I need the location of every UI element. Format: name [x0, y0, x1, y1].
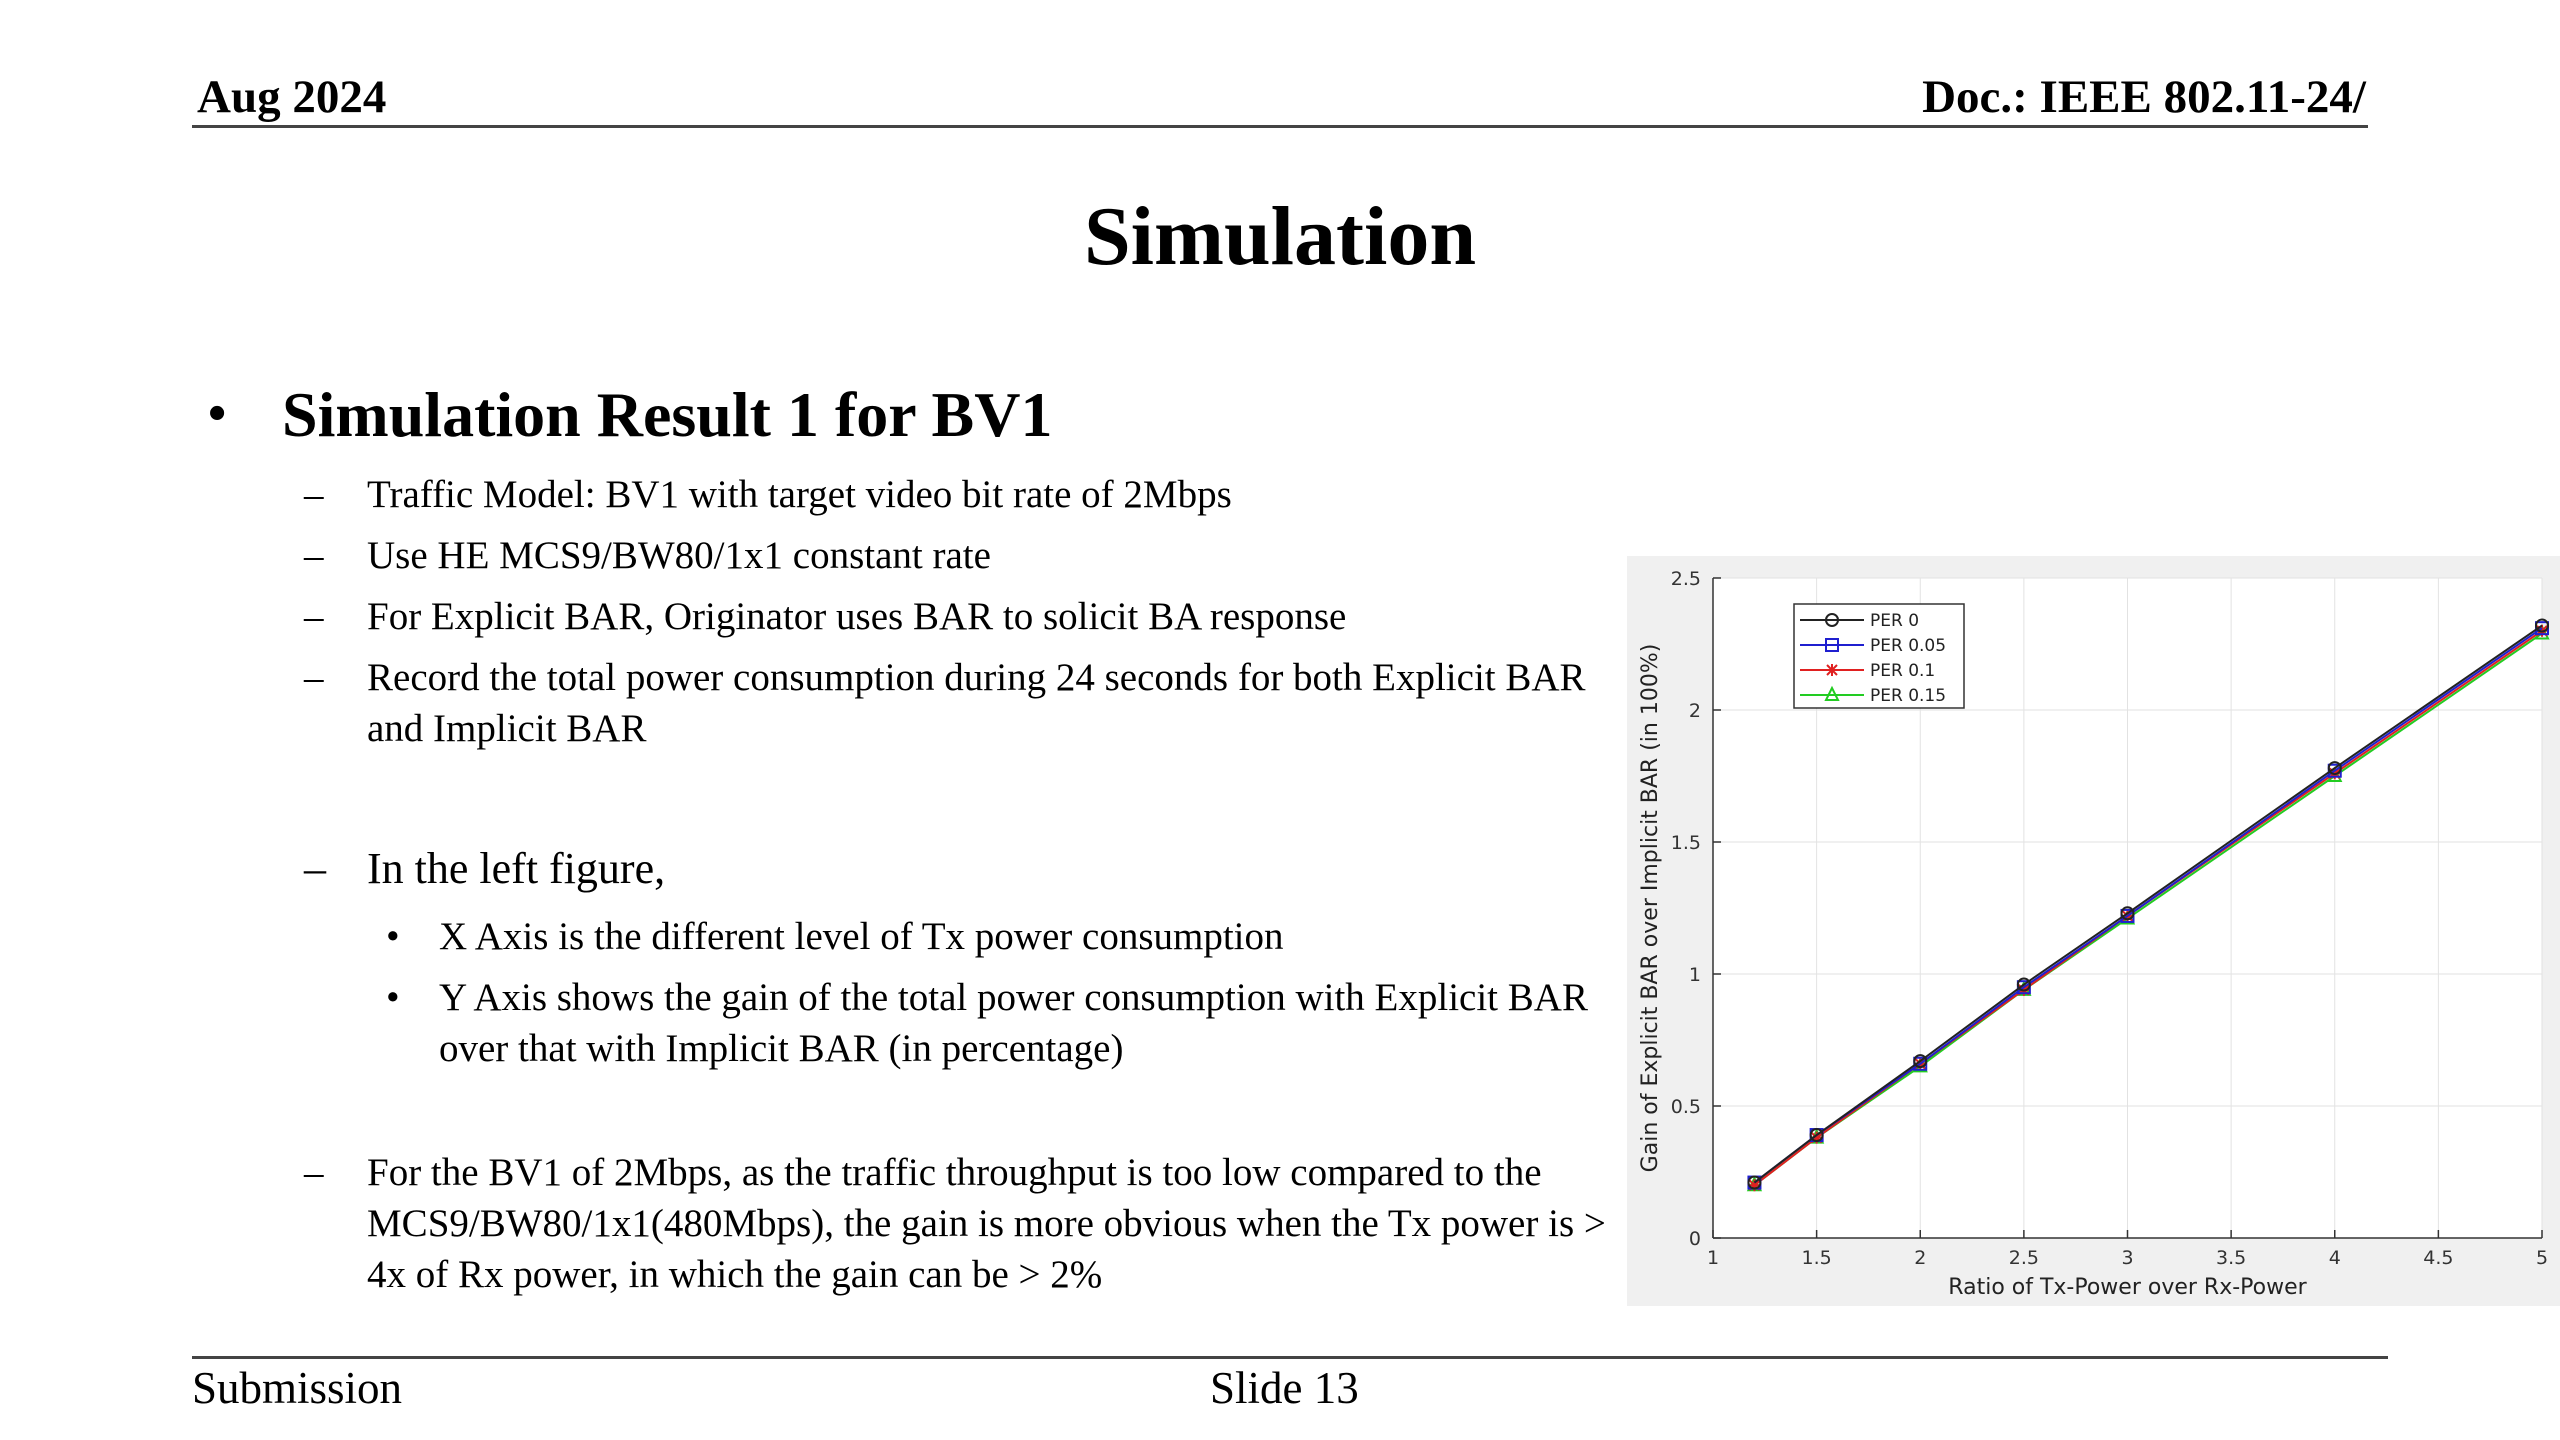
dash-marker: – — [304, 534, 324, 577]
legend-entry: PER 0.05 — [1870, 636, 1947, 656]
y-tick-label: 2 — [1688, 700, 1701, 722]
bullet-icon: • — [386, 915, 400, 958]
y-tick-label: 1 — [1688, 964, 1701, 986]
legend-entry: PER 0.15 — [1870, 686, 1947, 706]
y-tick-label: 0 — [1688, 1228, 1701, 1250]
list-item-text: Record the total power consumption during 24 seconds for both Explicit BAR and Implicit BAR — [367, 656, 1586, 750]
list-item-text: Traffic Model: BV1 with target video bit rate of 2Mbps — [367, 473, 1232, 516]
footer-divider — [192, 1356, 2388, 1359]
section-heading-text: Simulation Result 1 for BV1 — [282, 379, 1053, 450]
dash-marker: – — [304, 595, 324, 638]
x-tick-label: 3.5 — [2216, 1247, 2247, 1269]
list-item-text: Use HE MCS9/BW80/1x1 constant rate — [367, 534, 991, 577]
y-axis-label: Gain of Explicit BAR over Implicit BAR (in 100%) — [1638, 643, 1663, 1173]
x-tick-label: 1.5 — [1801, 1247, 1832, 1269]
chart-svg — [1627, 556, 2560, 1306]
dash-marker: – — [304, 1151, 324, 1194]
legend-marker — [1826, 664, 1838, 676]
x-tick-label: 2 — [1914, 1247, 1927, 1269]
x-tick-label: 2.5 — [2008, 1247, 2039, 1269]
x-tick-label: 1 — [1706, 1247, 1720, 1269]
x-tick-label: 4.5 — [2423, 1247, 2454, 1269]
slide-title: Simulation — [1083, 190, 1477, 283]
sub-list-item-text: X Axis is the different level of Tx power consumption — [439, 915, 1284, 958]
x-tick-label: 3 — [2121, 1247, 2134, 1269]
y-tick-label: 0.5 — [1670, 1096, 1701, 1118]
header-date: Aug 2024 — [197, 71, 387, 123]
footer-submission: Submission — [192, 1363, 403, 1413]
bullet-icon: • — [208, 385, 227, 442]
y-tick-label: 2.5 — [1670, 568, 1701, 590]
list-item-text: For Explicit BAR, Originator uses BAR to solicit BA response — [367, 595, 1347, 638]
bullet-icon: • — [386, 976, 400, 1019]
dash-marker: – — [304, 656, 324, 699]
header-divider — [192, 125, 2368, 128]
dash-marker: – — [304, 473, 324, 516]
legend-entry: PER 0.1 — [1870, 661, 1936, 681]
list-item-text: In the left figure, — [367, 844, 666, 893]
x-axis-label: Ratio of Tx-Power over Rx-Power — [1948, 1275, 2307, 1300]
slide-number: Slide 13 — [1210, 1363, 1359, 1413]
gain-chart — [1627, 556, 2560, 1306]
x-tick-label: 5 — [2535, 1247, 2549, 1269]
x-tick-label: 4 — [2328, 1247, 2341, 1269]
sub-list-item-text: Y Axis shows the gain of the total power consumption with Explicit BAR over that with Implicit BAR (in percentage) — [439, 976, 1588, 1070]
list-item-text: For the BV1 of 2Mbps, as the traffic throughput is too low compared to the MCS9/BW80/1x1(480Mbps), the gain is more obvious when the Tx power is > 4x of Rx power, in which the gain can be > 2% — [367, 1151, 1606, 1296]
dash-marker: – — [304, 844, 326, 893]
legend-entry: PER 0 — [1870, 611, 1920, 631]
header-doc-id: Doc.: IEEE 802.11-24/ — [1922, 71, 2366, 123]
y-tick-label: 1.5 — [1670, 832, 1701, 854]
